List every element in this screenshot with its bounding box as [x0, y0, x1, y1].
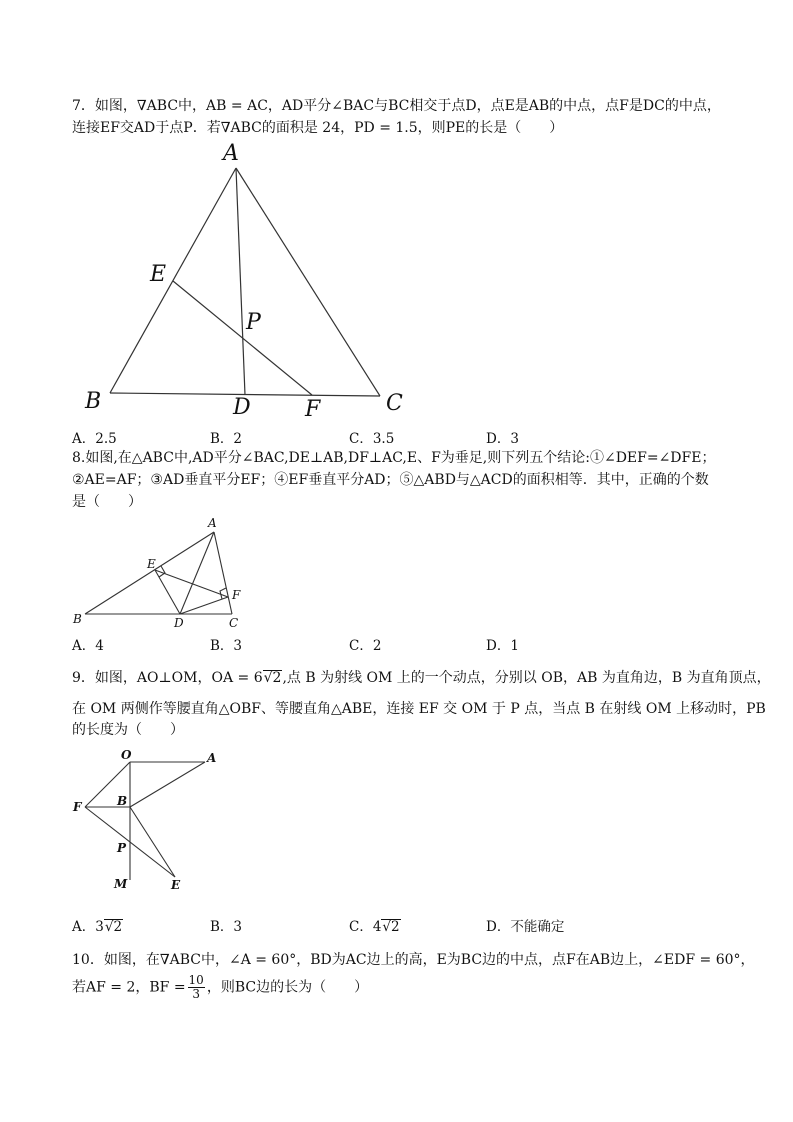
q9-line-2: 在 OM 两侧作等腰直角△OBF、等腰直角△ABE，连接 EF 交 OM 于 P 点，当点 B 在射线 OM 上移动时，PB — [72, 701, 766, 717]
q10-fraction-numerator: 10 — [188, 973, 204, 987]
q9-option-a-sqrt: √2 — [104, 919, 123, 935]
q7-line-1: 7．如图，∇ABC中，AB = AC，AD平分∠BAC与BC相交于点D，点E是AB的中点，点F是DC的中点， — [72, 98, 721, 114]
q9-option-d: D．不能确定 — [486, 919, 565, 935]
q9-option-b: B．3 — [210, 919, 243, 935]
q8-label-c: C — [229, 616, 239, 630]
q7-label-a: A — [223, 141, 239, 166]
q9-label-f: F — [73, 800, 82, 814]
q9-option-a-sqrt-value: 2 — [113, 919, 123, 935]
q8-label-a: A — [208, 516, 217, 530]
q7-option-b: B．2 — [210, 431, 243, 447]
q8-line-2: ②AE=AF；③AD垂直平分EF；④EF垂直平分AD；⑤△ABD与△ACD的面积相等．其中，正确的个数 — [72, 472, 709, 488]
q9-option-c-sqrt: √2 — [382, 919, 400, 935]
q7-option-c: C．3.5 — [349, 431, 395, 447]
q9-option-a — [72, 918, 123, 936]
q10-line-1: 10．如图，在∇ABC中，∠A = 60°，BD为AC边上的高，E为BC边的中点，点F在AB边上，∠EDF = 60°， — [72, 952, 755, 968]
q8-option-a: A．4 — [72, 638, 104, 654]
q9-line-3: 的长度为（ ） — [72, 722, 184, 738]
q8-line-1: 8.如图,在△ABC中,AD平分∠BAC,DE⊥AB,DF⊥AC,E、F为垂足,则下列五个结论:①∠DEF=∠DFE； — [72, 450, 716, 466]
q9-label-a: A — [207, 751, 217, 765]
q9-option-c-text: C．4 — [349, 919, 382, 935]
q9-label-b: B — [117, 794, 128, 808]
q8-line-3: 是（ ） — [72, 494, 142, 510]
q8-option-d: D．1 — [486, 638, 519, 654]
q7-label-d: D — [233, 395, 251, 420]
q9-line-1 — [72, 668, 771, 688]
q7-label-f: F — [305, 397, 321, 422]
q9-option-c — [349, 918, 401, 936]
q8-label-e: E — [147, 557, 156, 571]
q9-label-m: M — [114, 877, 128, 891]
q7-label-p: P — [246, 310, 261, 335]
q10-line-2 — [72, 974, 368, 1001]
q9-option-c-sqrt-value: 2 — [391, 919, 400, 935]
q9-option-a-text: A．3 — [72, 919, 104, 935]
q7-label-e: E — [150, 262, 167, 287]
q9-line-1-start: 9．如图，AO⊥OM，OA = 6 — [72, 670, 263, 686]
q7-option-d: D．3 — [486, 431, 519, 447]
q8-label-b: B — [73, 612, 82, 626]
q9-label-p: P — [117, 841, 127, 855]
q7-option-a: A．2.5 — [72, 431, 117, 447]
q8-label-d: D — [174, 616, 184, 630]
q10-line-2-end: ，则BC边的长为（ ） — [206, 979, 369, 996]
q7-label-c: C — [386, 391, 403, 416]
q9-label-e: E — [171, 878, 181, 892]
q7-line-2: 连接EF交AD于点P．若∇ABC的面积是 24，PD = 1.5，则PE的长是（ ） — [72, 120, 564, 136]
q9-sqrt-value: 2 — [272, 670, 282, 686]
q8-option-b: B．3 — [210, 638, 243, 654]
q10-fraction-denominator: 3 — [192, 987, 200, 1001]
q10-fraction — [188, 974, 205, 1001]
q9-sqrt: √2 — [263, 670, 282, 686]
q8-option-c: C．2 — [349, 638, 382, 654]
q7-label-b: B — [85, 389, 102, 414]
q9-label-o: O — [121, 748, 132, 762]
q9-line-1-end: ,点 B 为射线 OM 上的一个动点，分别以 OB，AB 为直角边，B 为直角顶点， — [282, 670, 771, 686]
q8-label-f: F — [232, 588, 241, 602]
q10-line-2-start: 若AF = 2，BF = — [72, 979, 186, 996]
